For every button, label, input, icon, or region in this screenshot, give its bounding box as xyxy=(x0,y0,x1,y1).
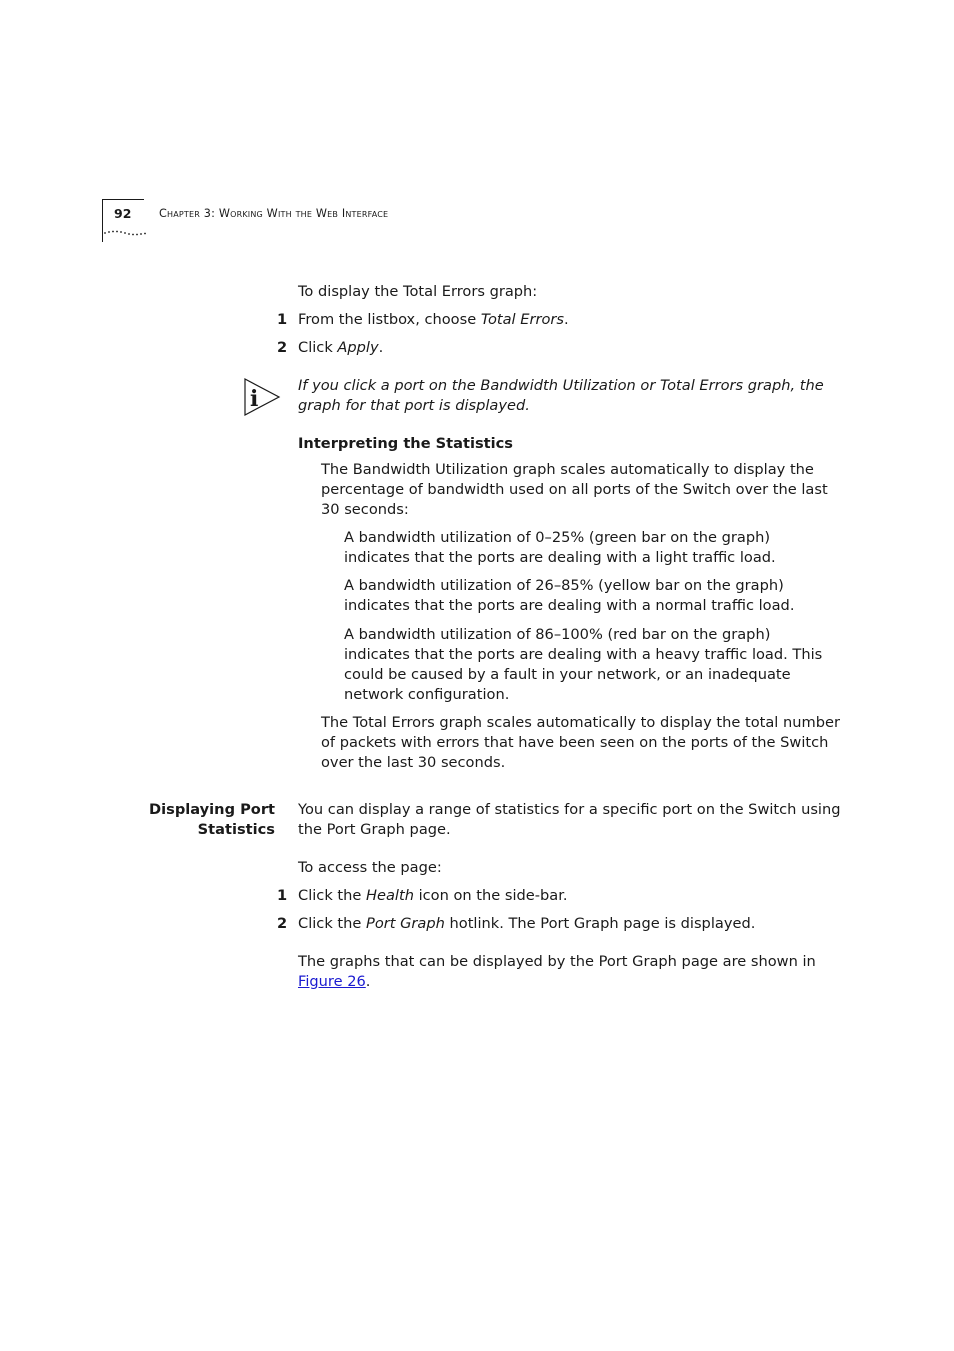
utilization-item-line: indicates that the ports are dealing with a heavy traffic load. This xyxy=(344,646,823,663)
utilization-item-line: network configuration. xyxy=(344,686,510,703)
step-number: 1 xyxy=(277,311,288,328)
paragraph-line: You can display a range of statistics for a specific port on the Switch using xyxy=(298,801,841,818)
step-text: From the listbox, choose Total Errors. xyxy=(298,311,569,328)
total-errors-intro: To display the Total Errors graph: xyxy=(298,283,538,300)
svg-text:i: i xyxy=(250,386,259,412)
utilization-item-line: A bandwidth utilization of 86–100% (red bar on the graph) xyxy=(344,626,771,643)
paragraph-line: the Port Graph page. xyxy=(298,821,451,838)
side-heading: Displaying Port xyxy=(149,801,275,818)
note-line: graph for that port is displayed. xyxy=(298,397,530,414)
utilization-item-line: could be caused by a fault in your network, or an inadequate xyxy=(344,666,791,683)
access-intro: To access the page: xyxy=(298,859,442,876)
step-text: Click Apply. xyxy=(298,339,384,356)
page-number: 92 xyxy=(114,206,132,221)
figure-26-link[interactable]: Figure 26 xyxy=(298,973,366,990)
side-heading: Statistics xyxy=(197,821,275,838)
paragraph-line: Figure 26. xyxy=(298,973,371,990)
chapter-title: Chapter 3: Working With the Web Interface xyxy=(159,207,389,220)
paragraph-line: The Total Errors graph scales automatically to display the total number xyxy=(321,714,840,731)
header-rule-horizontal xyxy=(102,199,144,200)
step-number: 2 xyxy=(277,339,288,356)
utilization-item-line: A bandwidth utilization of 0–25% (green bar on the graph) xyxy=(344,529,771,546)
step-number: 1 xyxy=(277,887,288,904)
utilization-item-line: indicates that the ports are dealing with a light traffic load. xyxy=(344,549,776,566)
step-number: 2 xyxy=(277,915,288,932)
paragraph-line: The graphs that can be displayed by the Port Graph page are shown in xyxy=(298,953,816,970)
info-note-icon xyxy=(242,377,282,419)
paragraph-line: of packets with errors that have been seen on the ports of the Switch xyxy=(321,734,829,751)
utilization-item-line: indicates that the ports are dealing with a normal traffic load. xyxy=(344,597,795,614)
header-dotted-curve xyxy=(103,229,147,241)
paragraph-line: percentage of bandwidth used on all ports of the Switch over the last xyxy=(321,481,828,498)
section-heading: Interpreting the Statistics xyxy=(298,435,513,452)
step-text: Click the Health icon on the side-bar. xyxy=(298,887,568,904)
note-line: If you click a port on the Bandwidth Utilization or Total Errors graph, the xyxy=(298,377,824,394)
paragraph-line: 30 seconds: xyxy=(321,501,409,518)
paragraph-line: over the last 30 seconds. xyxy=(321,754,506,771)
paragraph-line: The Bandwidth Utilization graph scales automatically to display the xyxy=(321,461,814,478)
utilization-item-line: A bandwidth utilization of 26–85% (yellow bar on the graph) xyxy=(344,577,784,594)
step-text: Click the Port Graph hotlink. The Port Graph page is displayed. xyxy=(298,915,756,932)
